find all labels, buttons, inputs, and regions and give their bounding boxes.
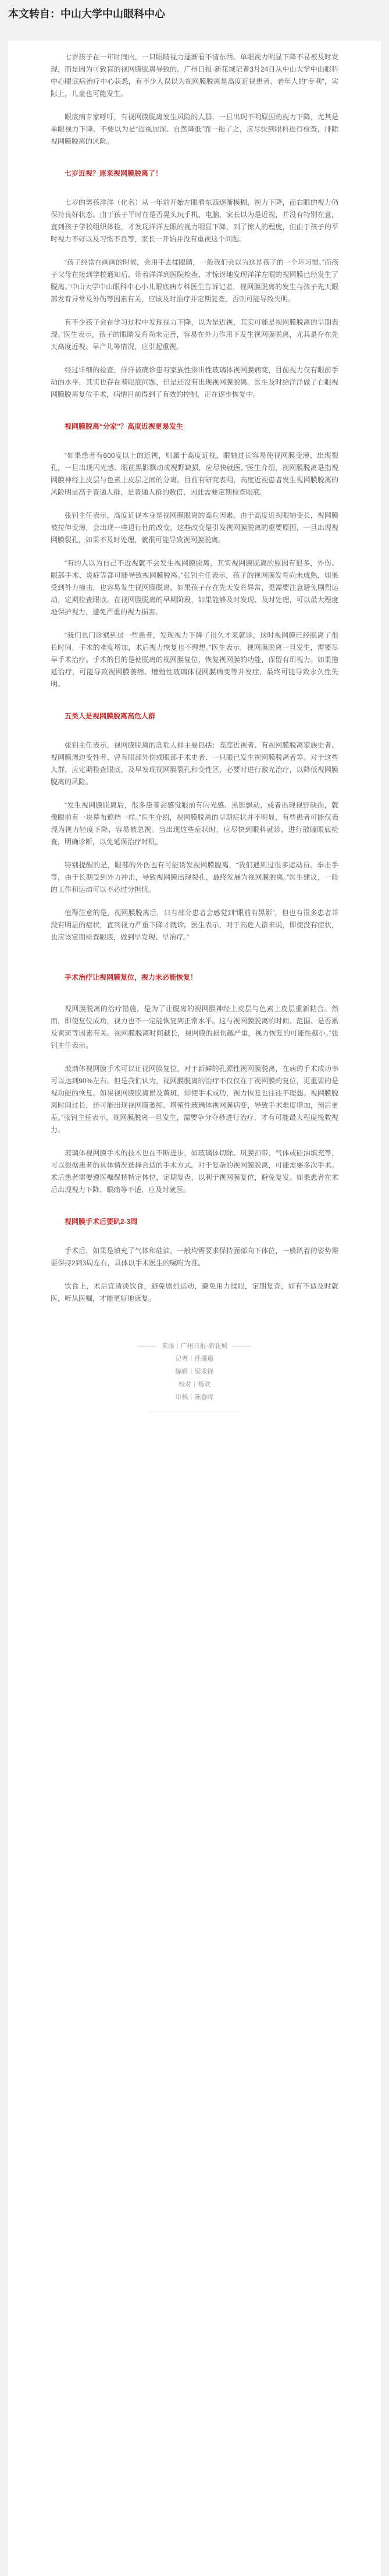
section-heading: 七岁近视？原来视网膜脱离了！ — [65, 169, 163, 177]
article-paragraph: 手术后，如果是填充了气体和硅油，一般均需要求保持面部向下体位，一般趴着的姿势需要保持2到3周左右，具体以手术医生的嘱咐为准。 — [51, 1247, 338, 1267]
footer-review: 审核｜陈春晖 — [175, 1394, 214, 1401]
article-paragraph: 玻璃体视网膜手术可以让视网膜复位，对于新鲜的孔源性视网膜脱离，在病的手术成功率可以达到90%左右。但是我们认为，视网膜脱离的治疗不仅仅在于视网膜的复位，更重要的是视功能的恢复。如果视网膜脱离累及黄斑，即使手术成功，视力恢复也往往不理想。视网膜脱离时间过长，还可能出现视网膜萎缩、增殖性玻璃体视网膜病变，导致手术难度增加，预后更差。”张钊主任表示，视网膜脱离一旦发生，需要争分夺秒进行治疗，才有可能最大程度挽救视力。 — [51, 1065, 338, 1134]
article-card — [8, 41, 381, 2576]
article-paragraph: “如果患者有600度以上的近视，则属于高度近视，眼轴过长容易使视网膜变薄、出现裂孔，一旦出现闪光感、眼前黑影飘动或视野缺损，应尽快就医。”医生介绍，视网膜脱离是指视网膜神经上皮层与色素上皮层之间的分离。目前有研究表明，高度近视患者发生视网膜脱离的风险明显高于普通人群，是普通人群的数倍，因此需要定期检查眼底。 — [51, 451, 338, 496]
footer-source: ——— 来源｜广州日报·新花城 ——— — [51, 1340, 338, 1353]
page-header — [0, 0, 389, 34]
article-paragraph: 特别提醒的是，眼部的外伤也有可能诱发视网膜脱离，“我们遇到过很多运动员、拳击手等，由于长期受到外力冲击，导致视网膜出现裂孔，最终发展为视网膜脱离。”医生建议，一般的工作和运动可以不必过分担忧。 — [51, 861, 338, 894]
article-paragraph: 张钊主任表示，高度近视本身是视网膜脱离的高危因素。由于高度近视眼轴变长，视网膜被拉伸变薄，会出现一些退行性的改变，这些改变是引发视网膜脱离的重要原因，一旦出现视网膜裂孔，如果不及时处理，就很可能导致视网膜脱离。 — [51, 511, 338, 544]
article-paragraph: 有不少孩子会在学习过程中发现视力下降，以为是近视，其实可能是视网膜脱离的早期表现。”医生表示，孩子的眼睛发育尚未完善，容易在外力作用下发生视网膜脱离，尤其是存在先天高度近视、早产儿等情况，应引起重视。 — [51, 318, 338, 351]
article-paragraph: “孩子经常在画画的时候，会用手去揉眼睛，一般我们会以为这是孩子的一个坏习惯。”而孩子父母在接到学校通知后，带着洋洋到医院检查，才惊讶地发现洋洋左眼的视网膜已经发生了脱离。”中山大学中山眼科中心小儿眼底病专科医生告诉记者，视网膜脱离的发生与孩子先天眼部发育异常及外伤等因素有关，应该及时治疗并定期复查，否则可能导致失明。 — [51, 258, 338, 303]
article-paragraph: 饮食上，术后宜清淡饮食，避免剧烈运动，避免用力揉眼，定期复查，如有不适及时就医，听从医嘱，才能更好地康复。 — [51, 1282, 338, 1303]
page-title: 本文转自：中山大学中山眼科中心 — [8, 8, 165, 20]
article-paragraph: 张钊主任表示，视网膜脱离的高危人群主要包括：高度近视者、有视网膜脱离家族史者、视网膜周边变性者、曾有眼部外伤或眼部手术史者、一只眼已发生视网膜脱离者等。对于这些人群，应定期检查眼底，及早发现视网膜裂孔和变性区，必要时进行激光治疗，以降低视网膜脱离的风险。 — [51, 741, 338, 786]
article-body — [51, 51, 338, 1305]
article-paragraph: 玻璃体视网膜手术的技术也在不断进步，如玻璃体切除、巩膜扣带、气体或硅油填充等，可以根据患者的具体情况选择合适的手术方式。对于复杂的视网膜脱离，可能需要多次手术。术后患者需要遵医嘱保持特定体位，定期复查，以利于视网膜复位，避免复发。如果患者在术后出现视力下降、眼痛等不适，应及时就医。 — [51, 1149, 338, 1194]
article-paragraph: 视网膜脱离的治疗措施，是为了让脱离的视网膜神经上皮层与色素上皮层重新粘合。然而，即便复位成功，视力也不一定能恢复到正常水平。这与视网膜脱离的时间、范围、是否累及黄斑等因素有关。视网膜脱离时间越长，视网膜的损伤越严重，视力恢复的可能性越小。”张钊主任表示。 — [51, 1005, 338, 1049]
footer-reporter: 记者｜任珊珊 — [175, 1355, 214, 1362]
footer-editor: 编辑｜梁永锋 — [175, 1368, 214, 1375]
article-paragraph: “发生视网膜脱离后，很多患者会感觉眼前有闪光感、黑影飘动，或者出现视野缺损，就像眼前有一块幕布遮挡一样。”医生介绍，视网膜脱离的早期症状并不明显，有些患者可能仅表现为视力轻度下降，容易被忽视。当出现这些症状时，应尽快到眼科就诊，进行散瞳眼底检查，明确诊断，以免延误治疗时机。 — [51, 801, 338, 846]
footer-proofread: 校对｜杨欢 — [179, 1381, 210, 1388]
section-heading: 视网膜手术后要趴2-3周 — [65, 1218, 138, 1226]
article-paragraph: “有的人以为自己不近视就不会发生视网膜脱离，其实视网膜脱离的原因有很多，外伤、眼部手术、炎症等都可能导致视网膜脱离。”张钊主任表示，孩子的视网膜发育尚未成熟，如果受到外力撞击，也容易发生视网膜脱离，如果孩子存在先天发育异常，更需要注意避免剧烈运动，定期检查眼底。在视网膜脱离的早期阶段，如果能够及时发现、及时处理，可以最大程度地保护视力，避免严重的视力损害。 — [51, 559, 338, 616]
article-footer — [51, 1340, 338, 1411]
article-paragraph: 七岁的男孩洋洋（化名）从一年前开始左眼看东西逐渐模糊，视力下降，而右眼的视力仍保持良好状态。由于孩子平时在是否晃头玩手机、电脑，家长以为是近视，并没有特别在意，直到孩子学校组织体检，才发现洋洋左眼的视力明显下降，到了惊人的程度，但由于孩子的平时视力不好以及习惯不良等，家长一开始并没有重视这个问题。 — [51, 198, 338, 243]
section-heading: 五类人是视网膜脱离高危人群 — [65, 712, 156, 720]
article-paragraph: 七岁孩子在一年时间内，一只眼睛视力逐渐看不清东西。单眼视力明显下降不易被及时发现，而是因为可致盲的视网膜脱离导致的。广州日报·新花城记者3月24日从中山大学中山眼科中心眼底病治疗中心获悉，有不少人误以为视网膜脱离是高度近视患者、老年人的“专利”，实际上，儿童也可能发生。 — [51, 53, 338, 98]
article-paragraph: 经过详细的检查，洋洋被确诊患有家族性渗出性玻璃体视网膜病变，目前视力仅有眼前手动的水平，其实也存在着眼底问题，但是还没有出现视网膜脱离。医生及时给洋洋做了右眼视网膜脱离复位手术，病情目前得到了有效的控制，正在逐步恢复中。 — [51, 366, 338, 399]
article-paragraph: 值得注意的是，视网膜脱离后，只有部分患者会感觉到“眼前有黑影”，但也有很多患者并没有明显的症状，直到视力严重下降才就诊。医生表示，对于高危人群来说，即使没有症状，也应该定期检查眼底，做到早发现、早治疗。” — [51, 909, 338, 941]
section-heading: 视网膜脱离“分家”？高度近视更易发生 — [65, 422, 184, 430]
article-paragraph: 眼底病专家呼吁，有视网膜脱离发生风险的人群，一旦出现不明原因的视力下降，尤其是单眼视力下降，不要以为是“近视加深、自然降低”而一拖了之，应尽快到眼科进行检查，排除视网膜脱离的风险。 — [51, 113, 338, 145]
section-heading: 手术治疗让视网膜复位，视力未必能恢复！ — [65, 973, 198, 981]
article-paragraph: “我们也门诊遇到过一些患者，发现视力下降了很久才来就诊，这时视网膜已经脱离了很长时间，手术的难度增加，术后视力恢复也不理想。”医生表示，视网膜脱离一旦发生，需要尽早手术治疗。手术的目的是使脱离的视网膜复位，恢复视网膜的功能，保留有用视力。如果拖延治疗，可能导致视网膜萎缩、增殖性玻璃体视网膜病变等并发症，最终可能导致永久性失明。 — [51, 631, 338, 688]
